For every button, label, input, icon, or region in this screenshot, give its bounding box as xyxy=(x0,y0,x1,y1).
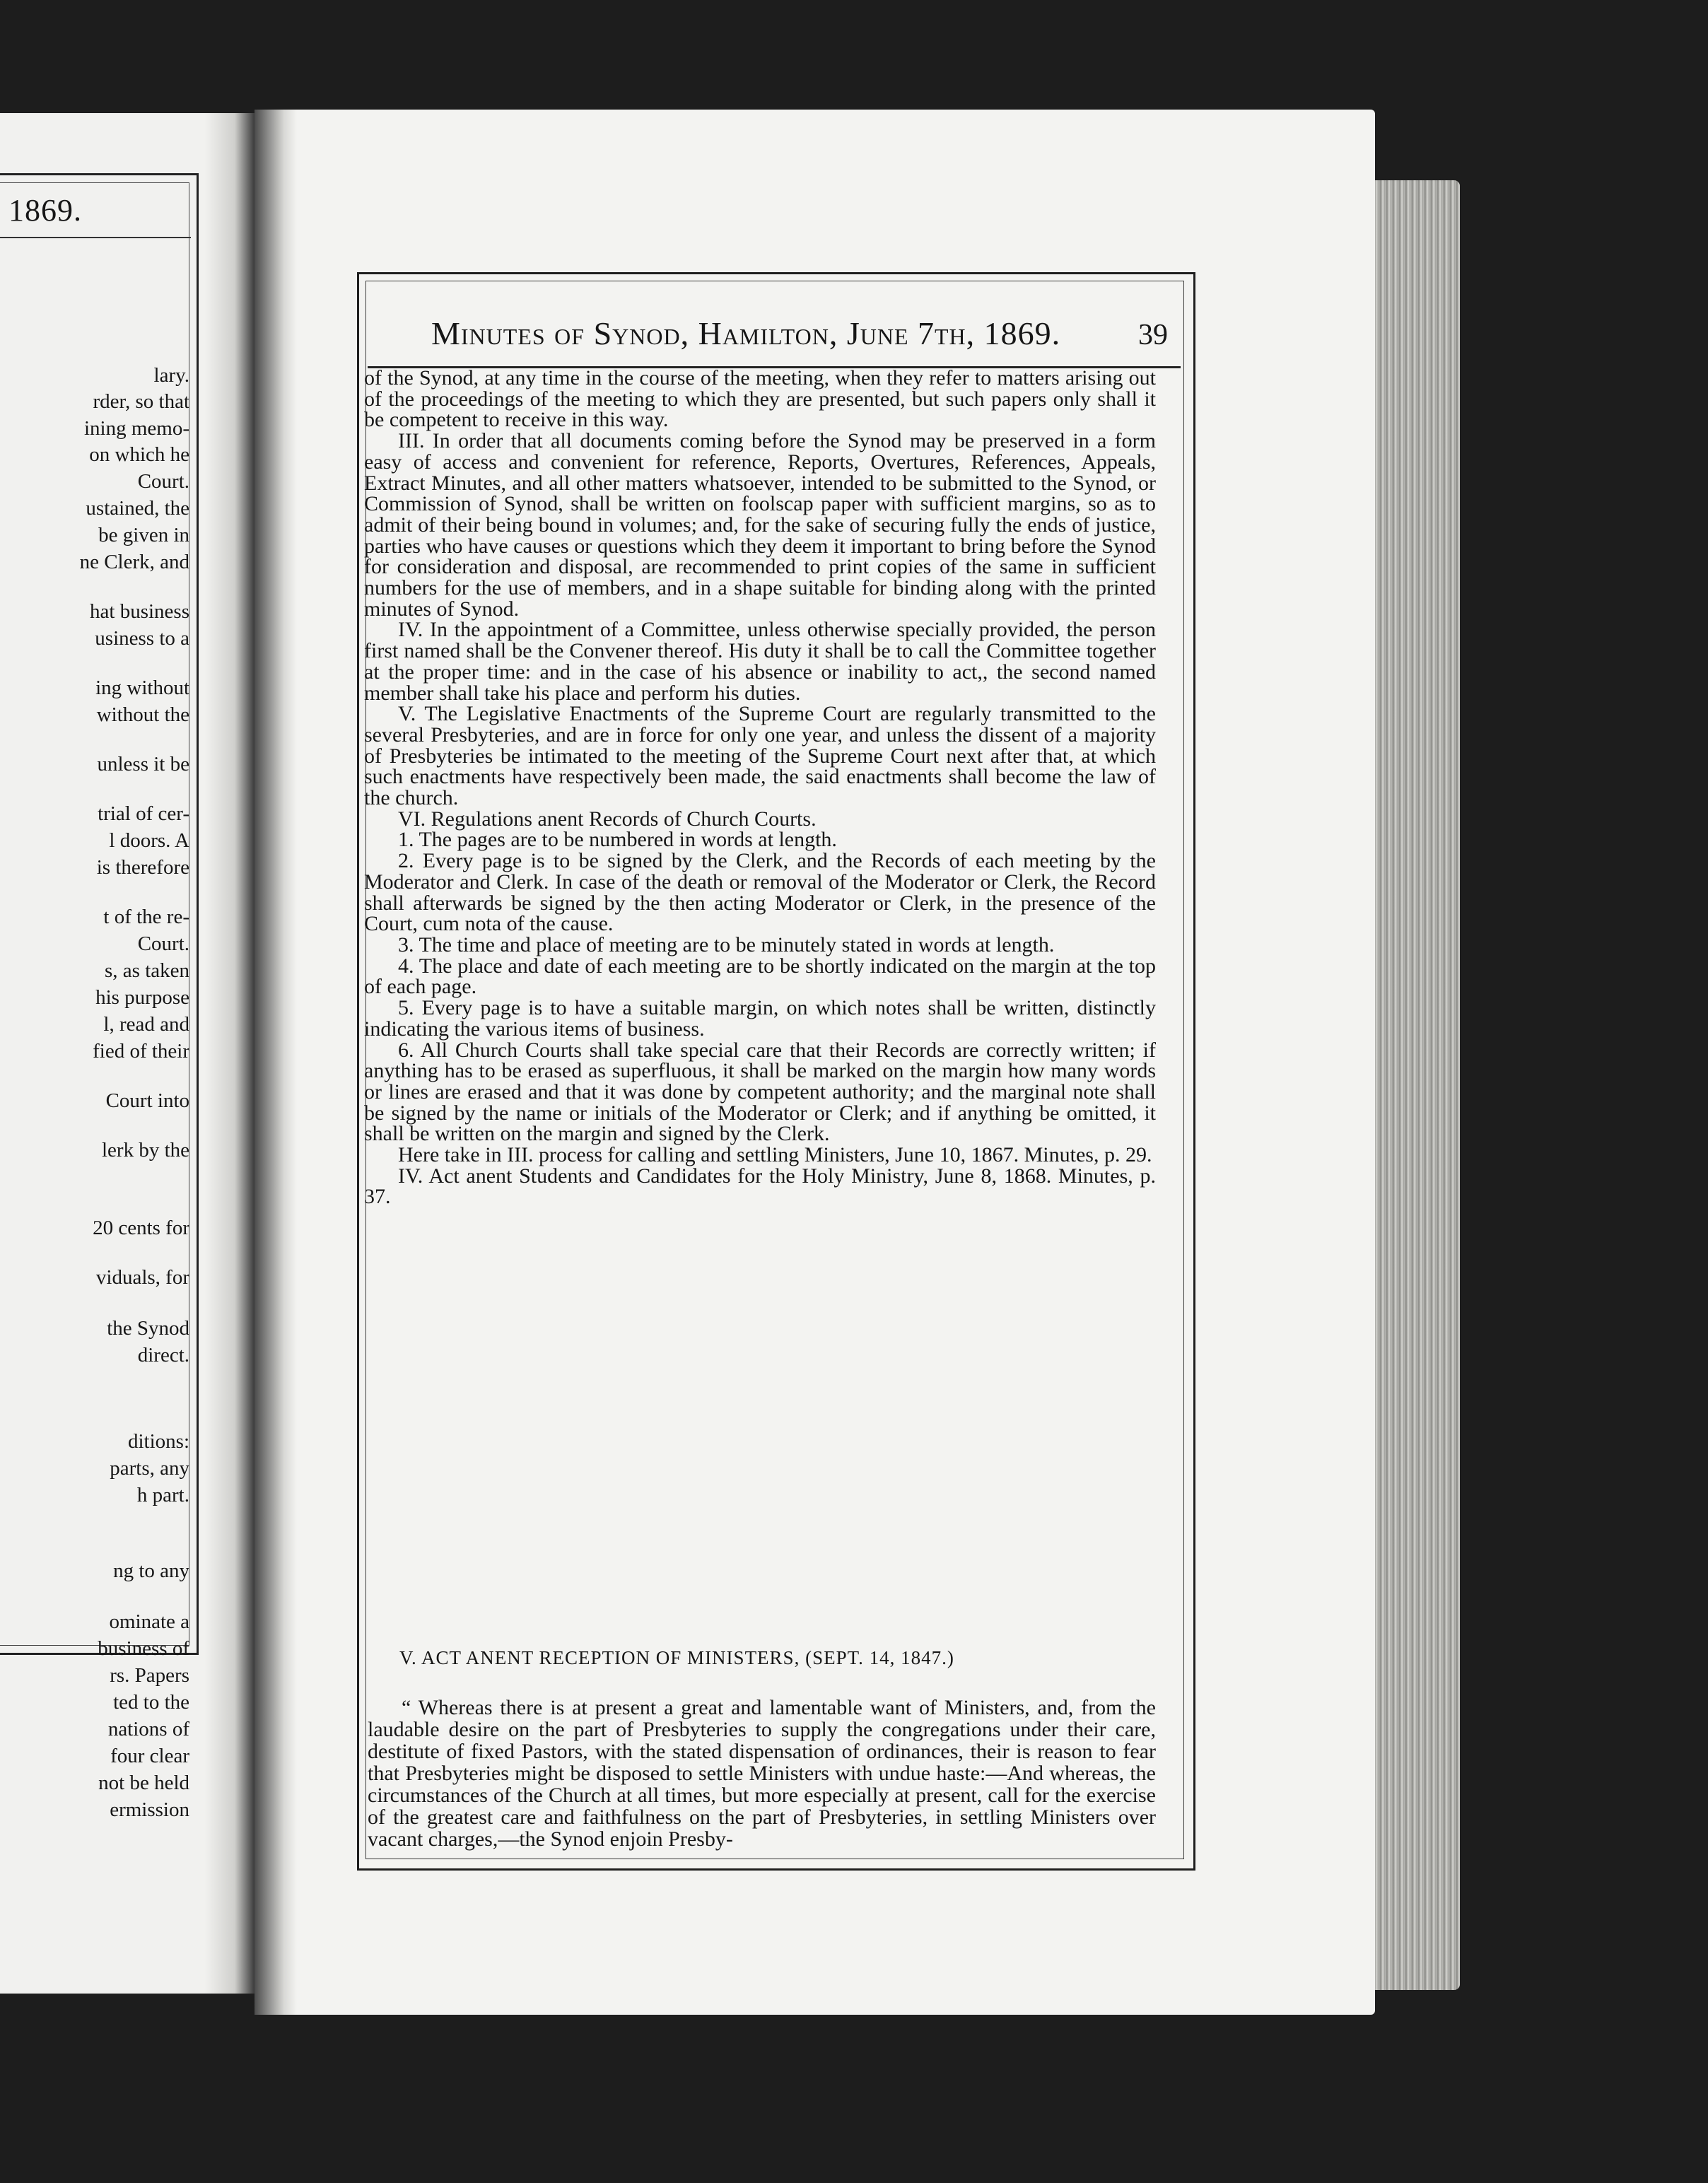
left-text-line: h part. xyxy=(136,1484,189,1506)
body-paragraph: IV. In the appointment of a Committee, unless otherwise specially provided, the person first named shall be the Convener thereof. His duty it shall be to call the Committee together at the proper time: and in the case of his absence or inability to act,, the second named member shall take his place and perform his duties. xyxy=(364,618,1156,705)
left-text-line: parts, any xyxy=(110,1457,189,1480)
left-text-line: on which he xyxy=(89,443,189,466)
left-text-line: is therefore xyxy=(96,856,189,879)
left-text-line: l doors. A xyxy=(109,829,189,852)
left-text-line: Court. xyxy=(137,470,189,493)
left-text-line: business of xyxy=(98,1637,189,1660)
body-paragraph: IV. Act anent Students and Candidates for the Holy Ministry, June 8, 1868. Minutes, p. 37. xyxy=(364,1164,1156,1209)
body-paragraph: 3. The time and place of meeting are to be minutely stated in words at length. xyxy=(398,932,1055,956)
left-text-line: lary. xyxy=(153,364,189,387)
section-paragraph: “ Whereas there is at present a great and lamentable want of Ministers, and, from the laudable desire on the part of Presbyteries to supply the congregations under their care, destitute of fixed Pastors, with the stated dispensation of ordinances, their is reason to fear that Presbyteries might be disposed to settle Ministers with undue haste:—And whereas, the circumstances of the Church at all times, but more especially at present, call for the exercise of the greatest care and faithfulness on the part of Presbyteries, in settling Ministers over vacant charges,—the Synod enjoin Presby- xyxy=(368,1696,1156,1851)
left-text-line: s, as taken xyxy=(105,959,189,982)
left-text-line: ermission xyxy=(110,1798,189,1821)
body-paragraph: 4. The place and date of each meeting are to be shortly indicated on the margin at the top of each page. xyxy=(364,954,1156,999)
body-paragraph: V. The Legislative Enactments of the Supreme Court are regularly transmitted to the several Presbyteries, and are in force for only one year, and unless the dissent of a majority of Presbyteries be intimated to the meeting of the Supreme Court next after that, at which such enactments have respectively been made, the said enactments shall become the law of the church. xyxy=(364,702,1156,810)
body-paragraph: III. In order that all documents coming before the Synod may be preserved in a form easy of access and convenient for reference, Reports, Overtures, References, Appeals, Extract Minutes, and all other matters whatsoever, intended to be submitted to the Synod, or Commission of Synod, shall be written on foolscap paper with sufficient margins, so as to admit of their being bound in volumes; and, for the sake of securing fully the ends of justice, parties who have causes or questions which they deem it important to bring before the Synod for consideration and disposal, are recommended to print copies of the same in sufficient numbers for the use of members, and in a shape suitable for binding along with the printed minutes of Synod. xyxy=(364,429,1156,621)
body-paragraph: 2. Every page is to be signed by the Clerk, and the Records of each meeting by the Moderator and Clerk. In case of the death or removal of the Moderator or Clerk, the Record shall afterwards be signed by the then acting Moderator or Clerk, in the presence of the Court, cum nota of the cause. xyxy=(364,849,1156,936)
running-head xyxy=(431,315,1060,352)
left-text-line: Court. xyxy=(137,932,189,955)
left-text-line: t of the re- xyxy=(103,906,189,928)
running-head-title: Minutes of Synod, Hamilton, June 7th, 1869. xyxy=(431,315,1061,351)
gutter-shadow xyxy=(255,110,297,2015)
left-text-line: l, read and xyxy=(103,1013,189,1036)
left-text-line: lerk by the xyxy=(101,1139,189,1161)
left-text-line: unless it be xyxy=(97,753,189,776)
body-paragraph: 5. Every page is to have a suitable margin, on which notes shall be written, distinctly indicating the various items of business. xyxy=(364,996,1156,1041)
left-text-line: ustained, the xyxy=(86,497,189,520)
left-text-line: viduals, for xyxy=(95,1266,189,1289)
left-text-line: rder, so that xyxy=(93,390,189,413)
body-paragraph: of the Synod, at any time in the course of the meeting, when they refer to matters arising out of the proceedings of the meeting to which they are presented, but such papers only shall it be competent to receive in this way. xyxy=(364,366,1156,432)
left-text-line: ining memo- xyxy=(83,417,189,440)
left-text-line: the Synod xyxy=(107,1317,189,1340)
left-text-line: without the xyxy=(96,703,189,726)
left-text-line: rs. Papers xyxy=(110,1664,189,1687)
left-text-line: nations of xyxy=(107,1718,189,1740)
left-text-line: not be held xyxy=(98,1772,189,1794)
left-text-line: four clear xyxy=(110,1745,189,1767)
left-text-line: fied of their xyxy=(93,1040,189,1063)
body-paragraph: 6. All Church Courts shall take special care that their Records are correctly written; if anything has to be erased as superfluous, it shall be marked on the margin how many words or lines are erased and that it was done by competent authority; and the marginal note shall be signed by the name or initials of the Moderator or Clerk; and if anything be omitted, it shall be written on the margin and signed by the Clerk. xyxy=(364,1038,1156,1146)
left-text-line: his purpose xyxy=(95,986,189,1009)
left-text-line: ne Clerk, and xyxy=(79,551,189,573)
section-heading: V. ACT ANENT RECEPTION OF MINISTERS, (SEPT. 14, 1847.) xyxy=(399,1647,954,1668)
left-text-line: Court into xyxy=(105,1089,189,1112)
left-text-line: direct. xyxy=(137,1344,189,1366)
left-page-header: 1869. xyxy=(8,193,82,228)
left-header-rule xyxy=(0,237,191,238)
left-text-line: trial of cer- xyxy=(98,802,189,825)
left-text-line: ominate a xyxy=(109,1610,189,1633)
page-number: 39 xyxy=(1138,319,1168,351)
left-text-line: ted to the xyxy=(113,1691,189,1714)
left-text-line: hat business xyxy=(90,600,189,623)
left-text-line: ditions: xyxy=(127,1430,189,1453)
left-text-line: ng to any xyxy=(113,1559,189,1582)
left-text-line: be given in xyxy=(98,524,189,546)
body-paragraph: 1. The pages are to be numbered in words at length. xyxy=(398,828,837,852)
section-text xyxy=(368,1697,1156,1850)
left-gutter-shadow xyxy=(205,113,255,1994)
body-text xyxy=(364,368,1156,1207)
body-paragraph: VI. Regulations anent Records of Church Courts. xyxy=(398,807,817,831)
left-text-line: usiness to a xyxy=(95,627,189,650)
left-text-line: 20 cents for xyxy=(93,1217,189,1239)
body-paragraph: Here take in III. process for calling and settling Ministers, June 10, 1867. Minutes, p. 29. xyxy=(398,1143,1152,1167)
left-text-line: ing without xyxy=(95,677,189,699)
